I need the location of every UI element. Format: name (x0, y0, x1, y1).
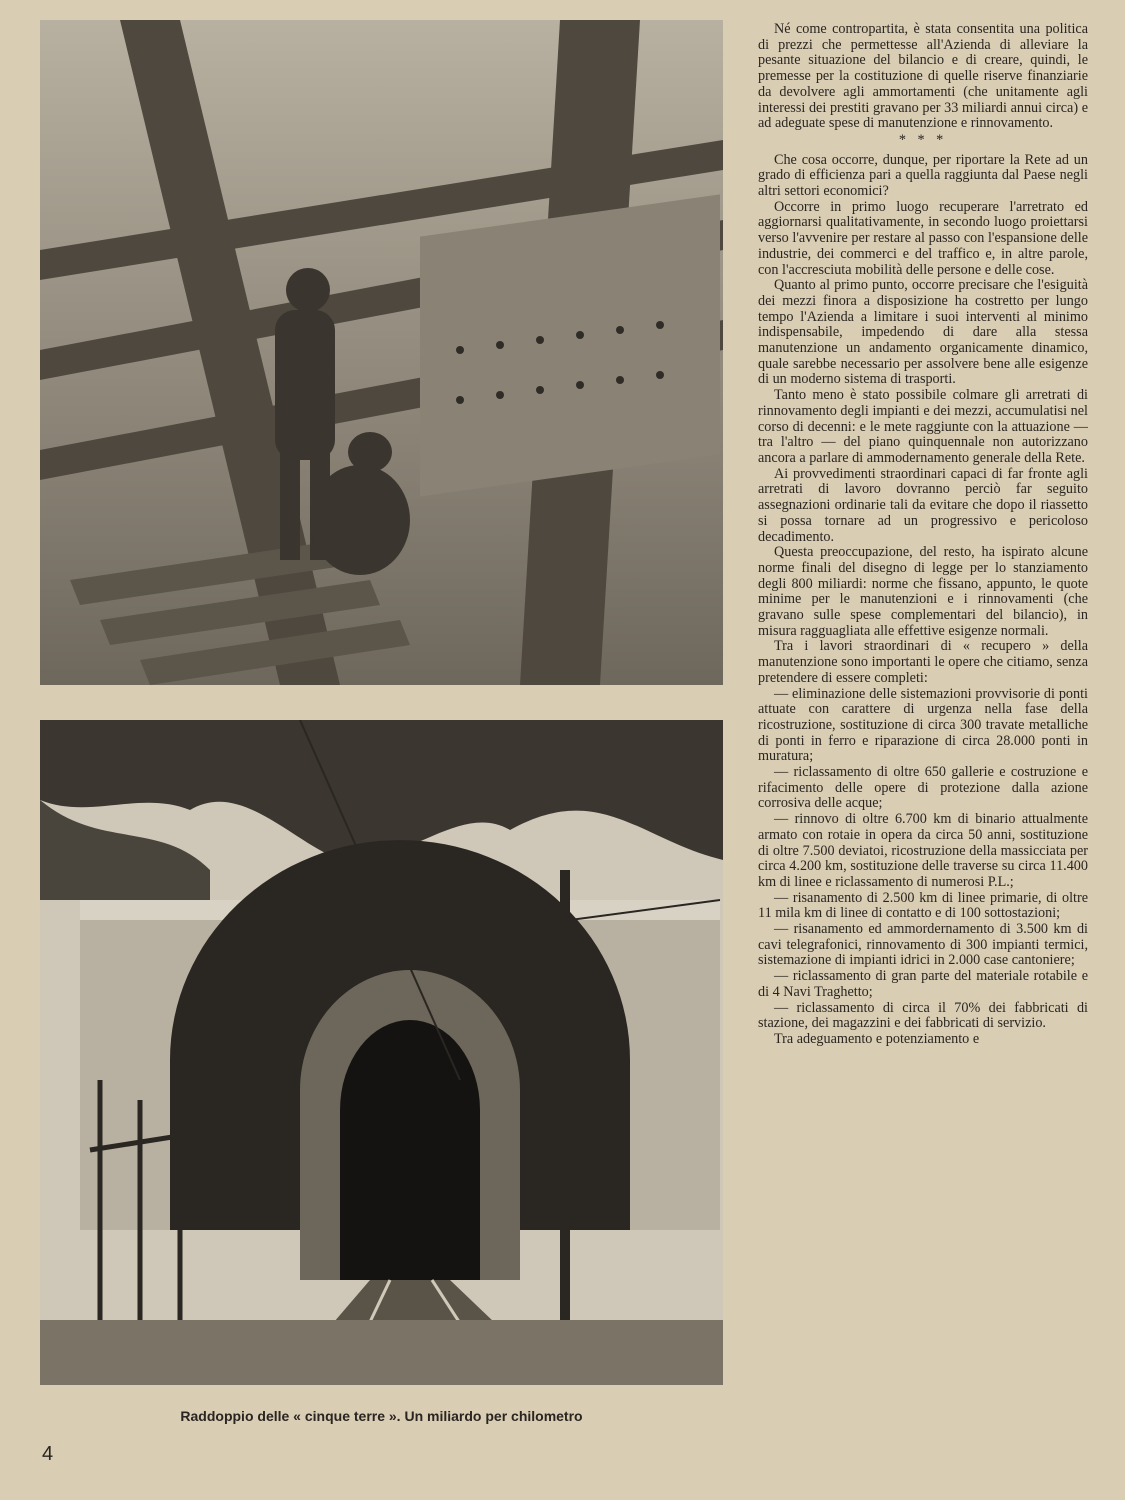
bridge-workers-illustration (40, 20, 723, 685)
article-list-item: — riclassamento di circa il 70% dei fabbricati di stazione, dei magazzini e dei fabbricati di servizio. (758, 999, 1088, 1032)
article-paragraph: Questa preoccupazione, del resto, ha ispirato alcune norme finali del disegno di legge per lo stanziamento degli 800 miliardi: norme che fissano, appunto, le quote minime per le manutenzioni e i rinnovamenti (che gravano sulle spese complementari del bilancio), in misura ragguagliata alle effettive esigenze normali. (758, 544, 1088, 639)
tunnel-illustration (40, 720, 723, 1385)
article-list-item: — risanamento ed ammordernamento di 3.500 km di cavi telegrafonici, rinnovamento di 300 impianti termici, sistemazione di impianti idrici in 2.000 case cantoniere; (758, 921, 1088, 969)
photo-caption: Raddoppio delle « cinque terre ». Un miliardo per chilometro (180, 1408, 583, 1424)
photo-bridge-workers (40, 20, 723, 685)
article-list-item: — risanamento di 2.500 km di linee primarie, di oltre 11 mila km di linee di contatto e di 100 sottostazioni; (758, 889, 1088, 922)
article-paragraph: Occorre in primo luogo recuperare l'arretrato ed aggiornarsi qualitativamente, in secondo luogo proiettarsi verso l'avvenire per restare al passo con l'espansione delle industrie, dei commerci e del traffico e, in altre parole, con l'accresciuta mobilità delle persone e delle cose. (758, 198, 1088, 278)
article-paragraph: Tra adeguamento e potenziamento e (774, 1031, 980, 1047)
article-list-item: — rinnovo di oltre 6.700 km di binario attualmente armato con rotaie in opera da circa 50 anni, sostituzione di oltre 7.500 deviatoi, ricostruzione della massicciata per circa 4.200 km, sostituzione delle traverse su circa 11.400 km di linee e riclassamento di numerosi P.L.; (758, 811, 1088, 890)
article-list-item: — eliminazione delle sistemazioni provvisorie di ponti attuate con carattere di urgenza nella fase della ricostruzione, sostituzione di circa 300 travate metalliche di ponti in ferro e riparazione di circa 28.000 ponti in muratura; (758, 685, 1088, 765)
article-list-item: — riclassamento di gran parte del materiale rotabile e di 4 Navi Traghetto; (758, 968, 1088, 1000)
page-number: 4 (42, 1443, 54, 1465)
article-paragraph: Che cosa occorre, dunque, per riportare la Rete ad un grado di efficienza pari a quella raggiunta dal Paese negli altri settori economici? (758, 151, 1088, 200)
section-separator: * * * (898, 131, 948, 148)
article-paragraph: Né come contropartita, è stata consentita una politica di prezzi che permettesse all'Azienda di alleviare la pesante situazione del bilancio e di creare, quindi, le premesse per la costituzione di quelle riserve finanziarie da devolvere agli ammortamenti (che unitamente agli interessi dei prestiti gravano per 33 miliardi annui circa) e ad adeguate spese di manutenzione e rinnovamento. (758, 21, 1088, 132)
article-paragraph: Tanto meno è stato possibile colmare gli arretrati di rinnovamento degli impianti e dei mezzi, accumulatisi nel corso di decenni: e le mete raggiunte con la attuazione — tra l'altro — del piano quinquennale non autorizzano ancora a parlare di ammodernamento generale della Rete. (758, 387, 1088, 466)
article-paragraph: Ai provvedimenti straordinari capaci di far fronte agli arretrati di lavoro dovranno perciò far seguito assegnazioni ordinarie tali da evitare che dopo il riassetto si possa tornare ad un progressivo e pericoloso decadimento. (758, 465, 1088, 545)
article-column (758, 22, 1088, 1048)
article-list-item: — riclassamento di oltre 650 gallerie e costruzione e rifacimento delle opere di protezione dalla azione corrosiva delle acque; (758, 764, 1088, 812)
article-paragraph: Tra i lavori straordinari di « recupero » della manutenzione sono importanti le opere che citiamo, senza pretendere di essere completi: (758, 638, 1088, 686)
article-paragraph: Quanto al primo punto, occorre precisare che l'esiguità dei mezzi finora a disposizione ha costretto per lungo tempo l'Azienda a limitare i suoi interventi al minimo indispensabile, impedendo di dare alla stessa manutenzione un andamento organicamente dinamico, quale sarebbe necessario per assolvere bene alle esigenze di un moderno sistema di trasporti. (758, 277, 1088, 388)
photo-tunnel-construction (40, 720, 723, 1385)
